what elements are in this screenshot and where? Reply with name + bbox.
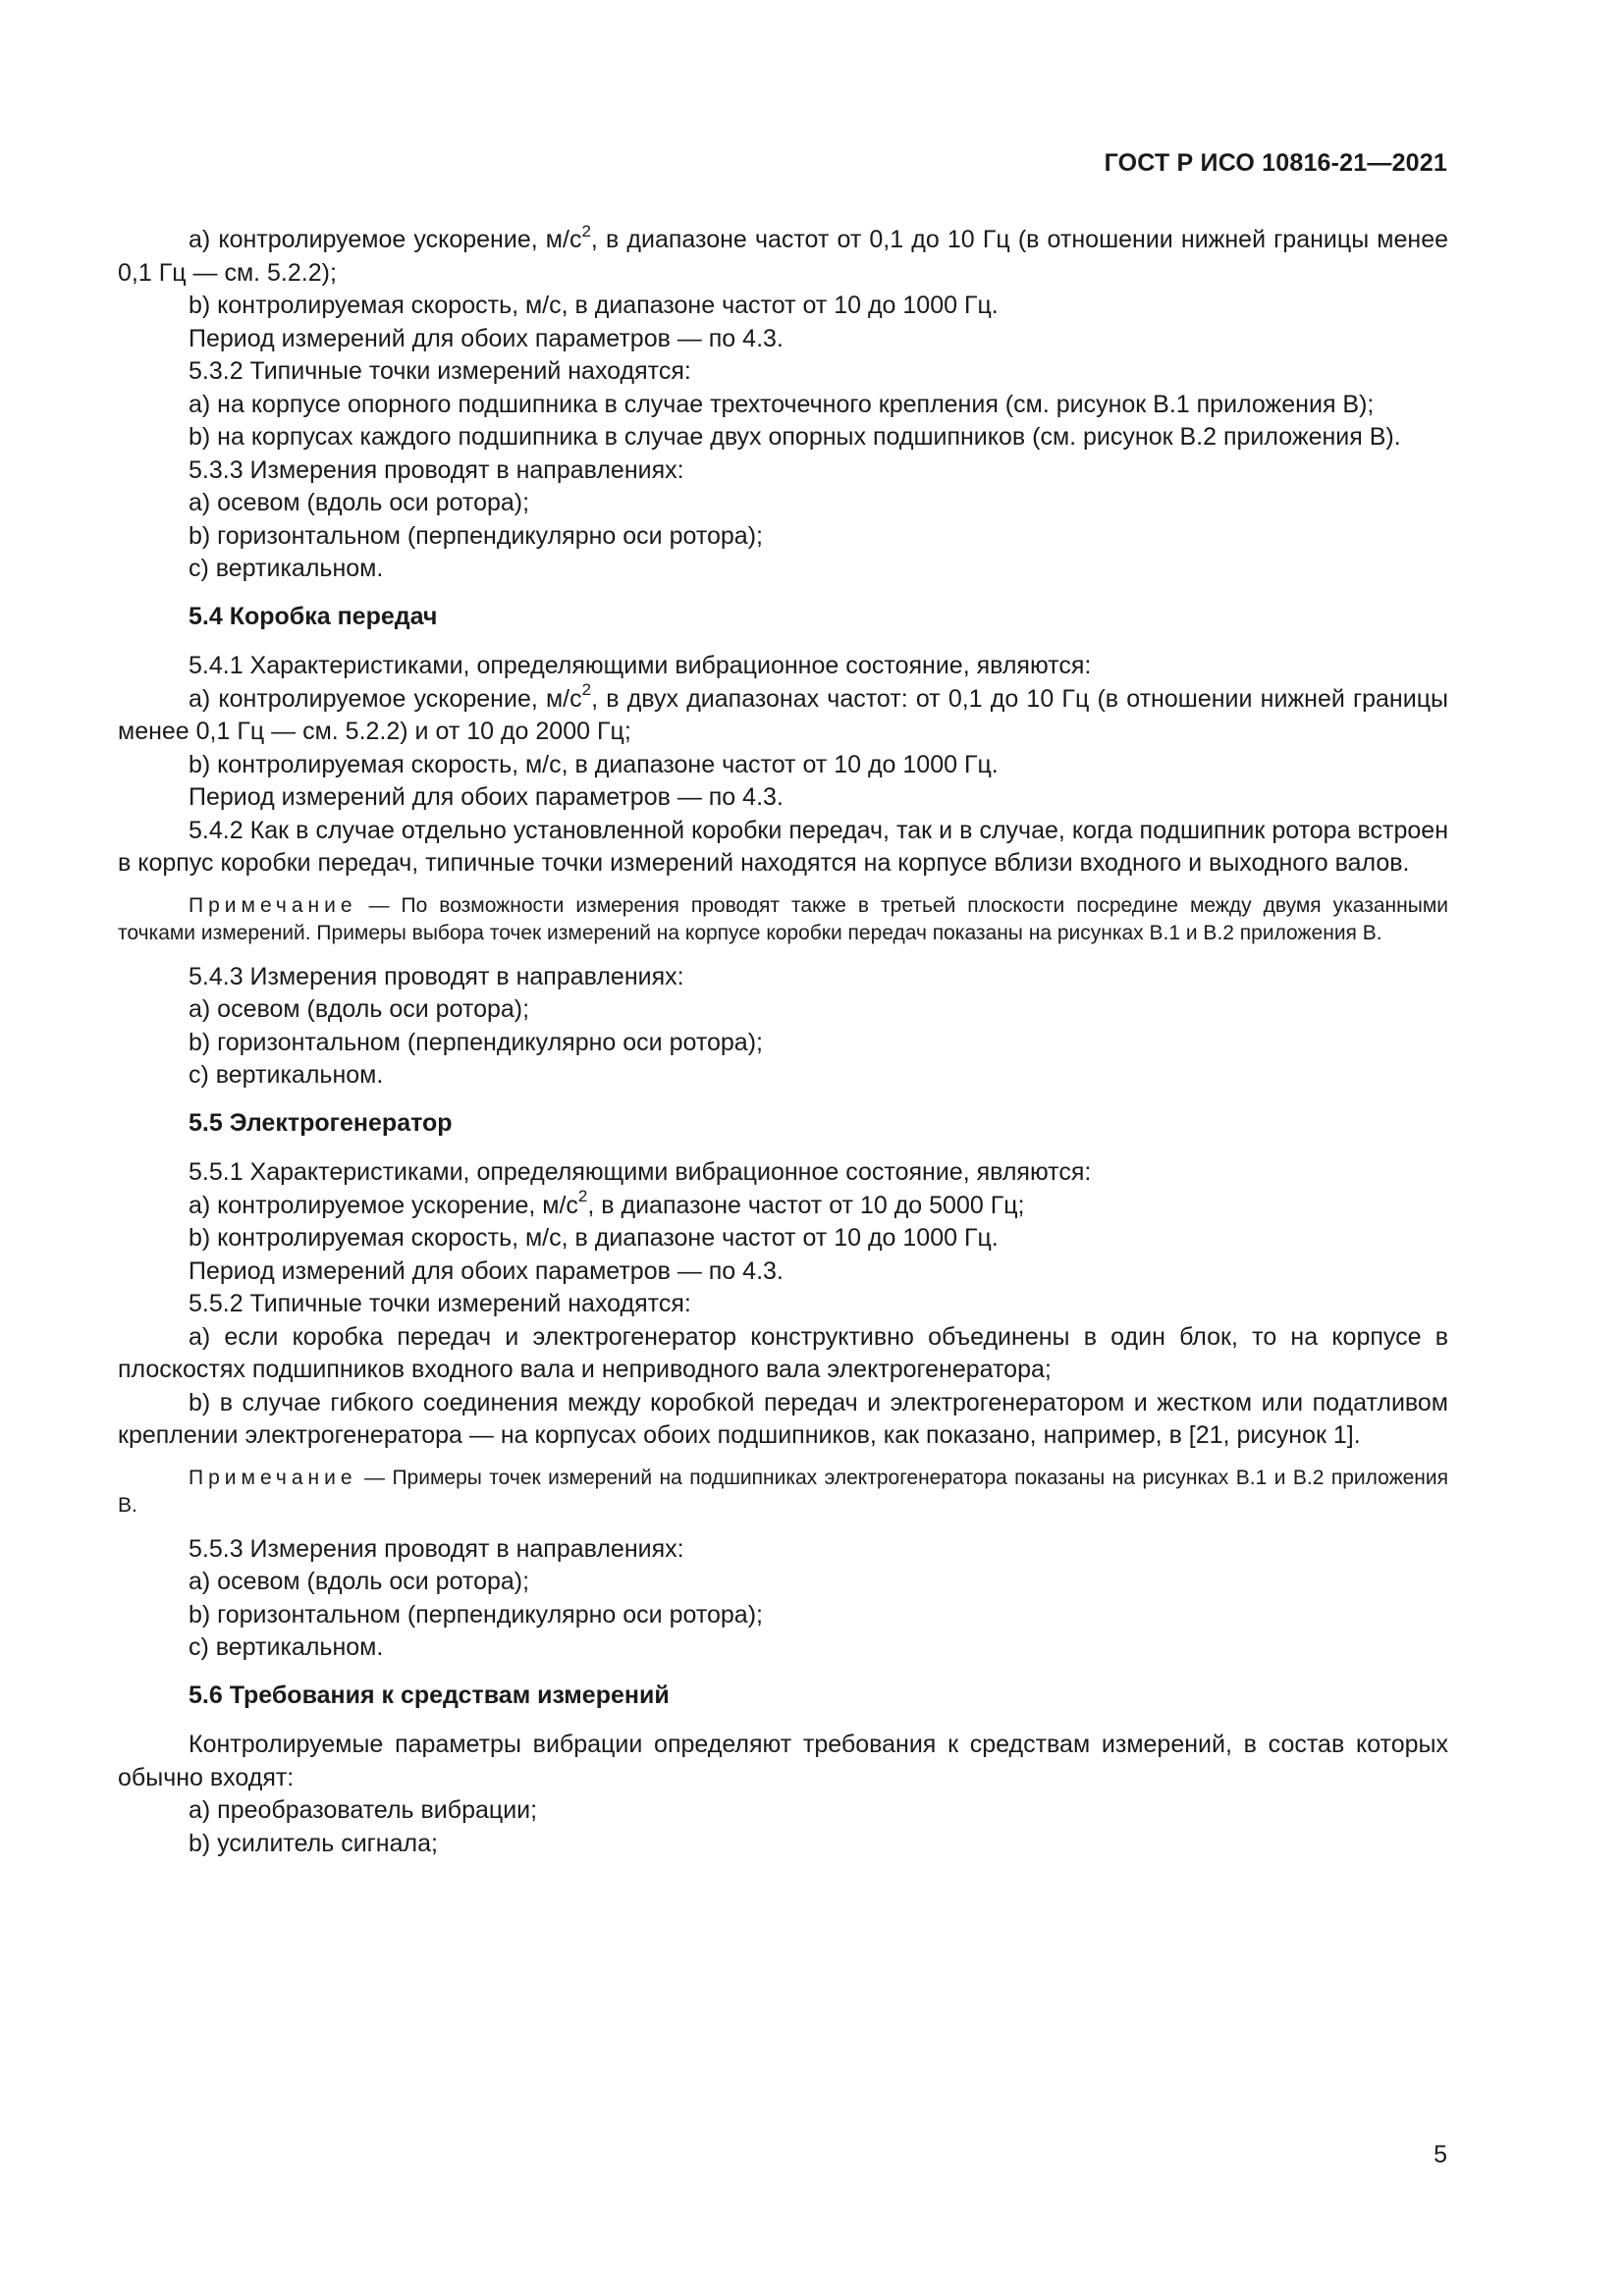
paragraph: Период измерений для обоих параметров — по 4.3. <box>189 783 784 811</box>
paragraph: Период измерений для обоих параметров — по 4.3. <box>189 1256 784 1285</box>
section-heading-5-4: 5.4 Коробка передач <box>189 602 438 630</box>
paragraph: a) осевом (вдоль оси ротора); <box>189 995 530 1023</box>
paragraph: Контролируемые параметры вибрации определяют требования к средствам измерений, в состав которых обычно входят: <box>118 1731 1448 1791</box>
paragraph: a) если коробка передач и электрогенератор конструктивно объединены в один блок, то на корпусе в плоскостях подшипников входного вала и неприводного вала электрогенератора; <box>118 1322 1448 1383</box>
section-heading-5-5: 5.5 Электрогенератор <box>189 1108 453 1137</box>
paragraph: 5.5.2 Типичные точки измерений находятся: <box>189 1290 691 1317</box>
paragraph: Период измерений для обоих параметров — по 4.3. <box>189 324 784 352</box>
paragraph: a) осевом (вдоль оси ротора); <box>189 1568 530 1595</box>
page-number: 5 <box>1434 2141 1447 2168</box>
paragraph: b) горизонтальном (перпендикулярно оси ротора); <box>189 1600 763 1629</box>
section-heading-5-6: 5.6 Требования к средствам измерений <box>189 1681 670 1709</box>
note-label: Примечание <box>189 893 357 917</box>
paragraph: 5.5.3 Измерения проводят в направлениях: <box>189 1534 684 1563</box>
paragraph: 5.3.2 Типичные точки измерений находятся: <box>189 357 691 385</box>
note: Примечание — Примеры точек измерений на подшипниках электрогенератора показаны на рисунках В.1 и В.2 приложения В. <box>118 1466 1448 1517</box>
paragraph: c) вертикальном. <box>189 1633 384 1661</box>
paragraph: b) усилитель сигнала; <box>189 1829 438 1857</box>
paragraph: b) в случае гибкого соединения между коробкой передач и электрогенератором и жестком или податливом креплении электрогенератора — на корпусах обоих подшипников, как показано, например, в [21, рисунок 1]. <box>118 1388 1448 1449</box>
paragraph: b) контролируемая скорость, м/с, в диапазоне частот от 10 до 1000 Гц. <box>189 750 999 778</box>
document-designation: ГОСТ Р ИСО 10816-21—2021 <box>1104 149 1447 177</box>
paragraph: b) горизонтальном (перпендикулярно оси ротора); <box>189 521 763 550</box>
paragraph: 5.3.3 Измерения проводят в направлениях: <box>189 455 684 484</box>
paragraph: a) осевом (вдоль оси ротора); <box>189 489 530 516</box>
paragraph: a) на корпусе опорного подшипника в случае трехточечного крепления (см. рисунок В.1 приложения В); <box>189 390 1375 418</box>
note: Примечание — По возможности измерения проводят также в третьей плоскости посредине между двумя указанными точками измерений. Примеры выбора точек измерений на корпусе коробки передач показаны на рисунках В.1 и В.2 приложения В. <box>118 893 1448 944</box>
paragraph: a) контролируемое ускорение, $м/с^2$, в диапазоне частот от 0,1 до 10 Гц (в отношении нижней границы менее 0,1 Гц — см. 5.2.2); <box>118 221 1448 287</box>
paragraph: c) вертикальном. <box>189 555 384 582</box>
paragraph: 5.4.2 Как в случае отдельно установленной коробки передач, так и в случае, когда подшипник ротора встроен в корпус коробки передач, типичные точки измерений находятся на корпусе вблизи входного и выходного валов. <box>118 816 1448 877</box>
paragraph: 5.4.1 Характеристиками, определяющими вибрационное состояние, являются: <box>189 652 1092 679</box>
paragraph: b) горизонтальном (перпендикулярно оси ротора); <box>189 1028 763 1056</box>
paragraph: b) контролируемая скорость, м/с, в диапазоне частот от 10 до 1000 Гц. <box>189 292 999 319</box>
note-label: Примечание <box>189 1466 357 1489</box>
paragraph: b) на корпусах каждого подшипника в случае двух опорных подшипников (см. рисунок В.2 приложения В). <box>189 423 1401 451</box>
paragraph: b) контролируемая скорость, м/с, в диапазоне частот от 10 до 1000 Гц. <box>189 1224 999 1252</box>
paragraph: a) контролируемое ускорение, $м/с^2$, в диапазоне частот от 10 до 5000 Гц; <box>189 1187 1025 1219</box>
paragraph: 5.5.1 Характеристиками, определяющими вибрационное состояние, являются: <box>189 1158 1092 1186</box>
paragraph: a) контролируемое ускорение, $м/с^2$, в двух диапазонах частот: от 0,1 до 10 Гц (в отношении нижней границы менее 0,1 Гц — см. 5.2.2) и от 10 до 2000 Гц; <box>118 680 1448 745</box>
document-body <box>118 221 1448 1860</box>
paragraph: 5.4.3 Измерения проводят в направлениях: <box>189 962 684 990</box>
paragraph: a) преобразователь вибрации; <box>189 1796 538 1824</box>
paragraph: c) вертикальном. <box>189 1061 384 1089</box>
